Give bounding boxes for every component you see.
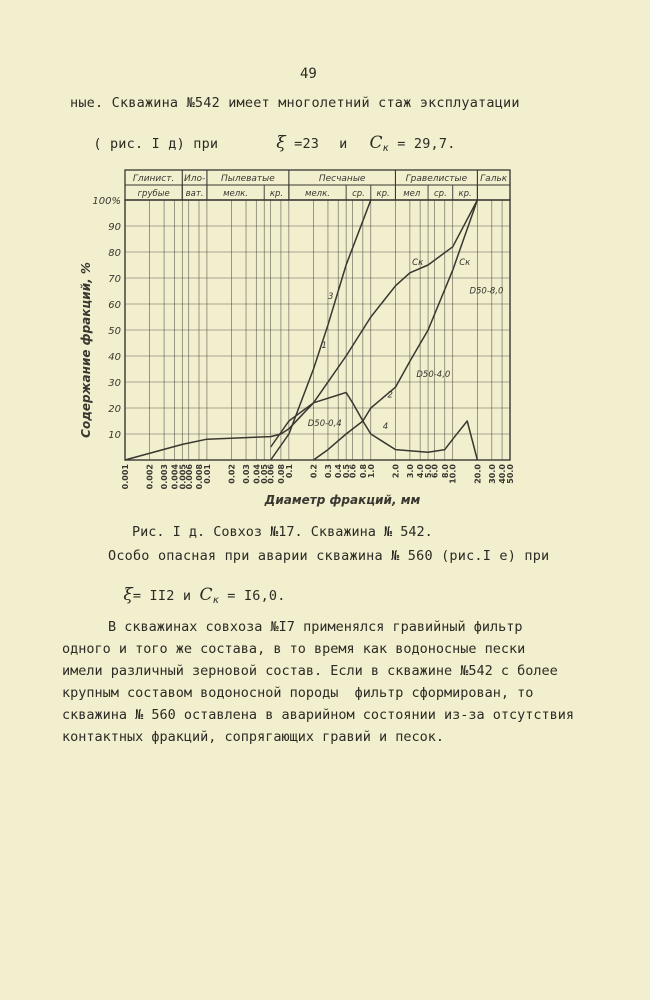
x-tick-label: 40.0 — [498, 464, 508, 484]
soil-subclass-label: кр. — [269, 189, 284, 199]
soil-subclass-label: мелк. — [305, 189, 330, 199]
x-tick-label: 2.0 — [391, 464, 401, 479]
note-xi-symbol: ξ — [123, 585, 133, 605]
curve-label: Cк — [412, 258, 424, 268]
paragraph-line-1: В скважинах совхоза №I7 применялся гравийный фильтр — [108, 619, 523, 635]
soil-subclass-label: мел — [403, 189, 421, 199]
curve-label: 3 — [327, 291, 334, 302]
x-tick-label: 30.0 — [487, 464, 497, 484]
x-tick-label: 0.1 — [284, 464, 294, 479]
curve-label: Cк — [459, 258, 471, 268]
curve-3 — [271, 200, 478, 447]
x-tick-label: 0.08 — [276, 464, 286, 484]
xi-symbol: ξ — [276, 133, 286, 153]
x-tick-label: 0.05 — [260, 464, 270, 484]
x-tick-label: 0.006 — [184, 464, 194, 490]
note-line-1: Особо опасная при аварии скважина № 560 (рис.I е) при — [108, 548, 550, 564]
x-tick-label: 50.0 — [506, 464, 515, 484]
x-tick-label: 0.008 — [194, 464, 204, 490]
ck-symbol: C — [369, 133, 383, 153]
curve-label: D50-4,0 — [416, 369, 451, 380]
y-tick-label: 100% — [92, 196, 121, 207]
and-word: и — [339, 136, 348, 152]
note-ck-subscript: к — [212, 595, 219, 606]
x-tick-label: 3.0 — [405, 464, 415, 479]
intro-line-1: ные. Скважина №542 имеет многолетний стаж эксплуатации — [70, 95, 520, 111]
figure-caption: Рис. I д. Совхоз №17. Скважина № 542. — [132, 524, 433, 540]
intro-line-2-prefix: ( рис. I д) при — [93, 136, 219, 152]
soil-subclass-label: кр. — [458, 189, 472, 199]
x-tick-label: 0.8 — [358, 464, 368, 479]
soil-subclass-label: ср. — [434, 189, 447, 199]
paragraph-line-6: контактных фракций, сопрягающих гравий и песок. — [62, 729, 445, 745]
x-tick-label: 5.0 — [424, 464, 434, 479]
x-tick-label: 0.5 — [342, 464, 352, 479]
y-tick-label: 80 — [108, 248, 121, 259]
y-tick-label: 30 — [108, 378, 121, 389]
curve-label: 1 — [321, 341, 327, 352]
x-tick-label: 0.6 — [348, 464, 358, 479]
y-tick-label: 10 — [108, 430, 121, 441]
x-tick-label: 0.01 — [202, 464, 212, 484]
x-tick-label: 0.005 — [178, 464, 188, 490]
x-tick-label: 0.002 — [145, 464, 155, 490]
y-tick-label: 50 — [108, 326, 121, 337]
x-tick-label: 0.06 — [266, 464, 276, 484]
x-tick-label: 0.3 — [323, 464, 333, 479]
x-tick-label: 0.003 — [160, 464, 170, 490]
y-tick-label: 60 — [108, 300, 121, 311]
ck-subscript: к — [382, 143, 389, 154]
y-tick-label: 20 — [108, 404, 121, 415]
x-tick-label: 0.03 — [242, 464, 252, 484]
x-tick-label: 0.004 — [170, 464, 180, 490]
soil-class-label: Песчаные — [318, 174, 366, 184]
curve-label: 2 — [387, 390, 393, 401]
curve-label: D50-0,4 — [307, 419, 342, 430]
xi-value: =23 — [294, 136, 320, 152]
x-tick-label: 0.2 — [309, 464, 319, 479]
x-tick-label: 10.0 — [448, 464, 458, 484]
soil-subclass-label: кр. — [376, 189, 390, 199]
paragraph-line-4: крупным составом водоносной породы фильтр сформирован, то — [62, 685, 534, 701]
grain-size-chart — [70, 160, 520, 512]
soil-subclass-label: ср. — [352, 189, 365, 199]
page-number: 49 — [300, 66, 317, 82]
y-tick-label: 70 — [108, 274, 121, 285]
x-tick-label: 8.0 — [440, 464, 450, 479]
y-axis-title: Содержание фракций, % — [79, 262, 93, 438]
note-line-2 — [90, 569, 286, 622]
soil-class-label: Гравелистые — [405, 174, 468, 184]
x-tick-label: 0.04 — [252, 464, 262, 484]
note-ck-value: = I6,0. — [227, 588, 286, 604]
x-tick-label: 0.02 — [227, 464, 237, 484]
x-tick-label: 20.0 — [473, 464, 483, 484]
paragraph-line-5: скважина № 560 оставлена в аварийном состоянии из-за отсутствия — [62, 707, 575, 723]
curve-label: 4 — [382, 421, 389, 432]
x-axis-title: Диаметр фракций, мм — [264, 493, 421, 507]
soil-class-label: Пылеватые — [220, 174, 275, 184]
soil-class-label: Гальк — [480, 174, 508, 184]
soil-class-label: Ило- — [183, 174, 206, 184]
paragraph-line-3: имели различный зерновой состав. Если в скважине №542 с более — [62, 663, 558, 679]
paragraph-line-2: одного и того же состава, в то время как водоносные пески — [62, 641, 526, 657]
x-tick-label: 0.001 — [121, 464, 130, 490]
x-tick-label: 4.0 — [416, 464, 426, 479]
ck-value: = 29,7. — [397, 136, 456, 152]
note-xi-value: = II2 и — [132, 588, 192, 604]
x-tick-label: 0.4 — [334, 464, 344, 479]
note-ck-symbol: C — [199, 585, 213, 605]
soil-subclass-label: ват. — [185, 189, 204, 199]
soil-subclass-label: грубые — [137, 189, 170, 199]
x-tick-label: 1.0 — [366, 464, 376, 479]
x-tick-label: 6.0 — [430, 464, 440, 479]
curve-label: D50-8,0 — [469, 286, 504, 297]
y-tick-label: 40 — [108, 352, 121, 363]
y-tick-label: 90 — [108, 222, 121, 233]
soil-subclass-label: мелк. — [223, 189, 249, 199]
soil-class-label: Глинист. — [132, 174, 175, 184]
